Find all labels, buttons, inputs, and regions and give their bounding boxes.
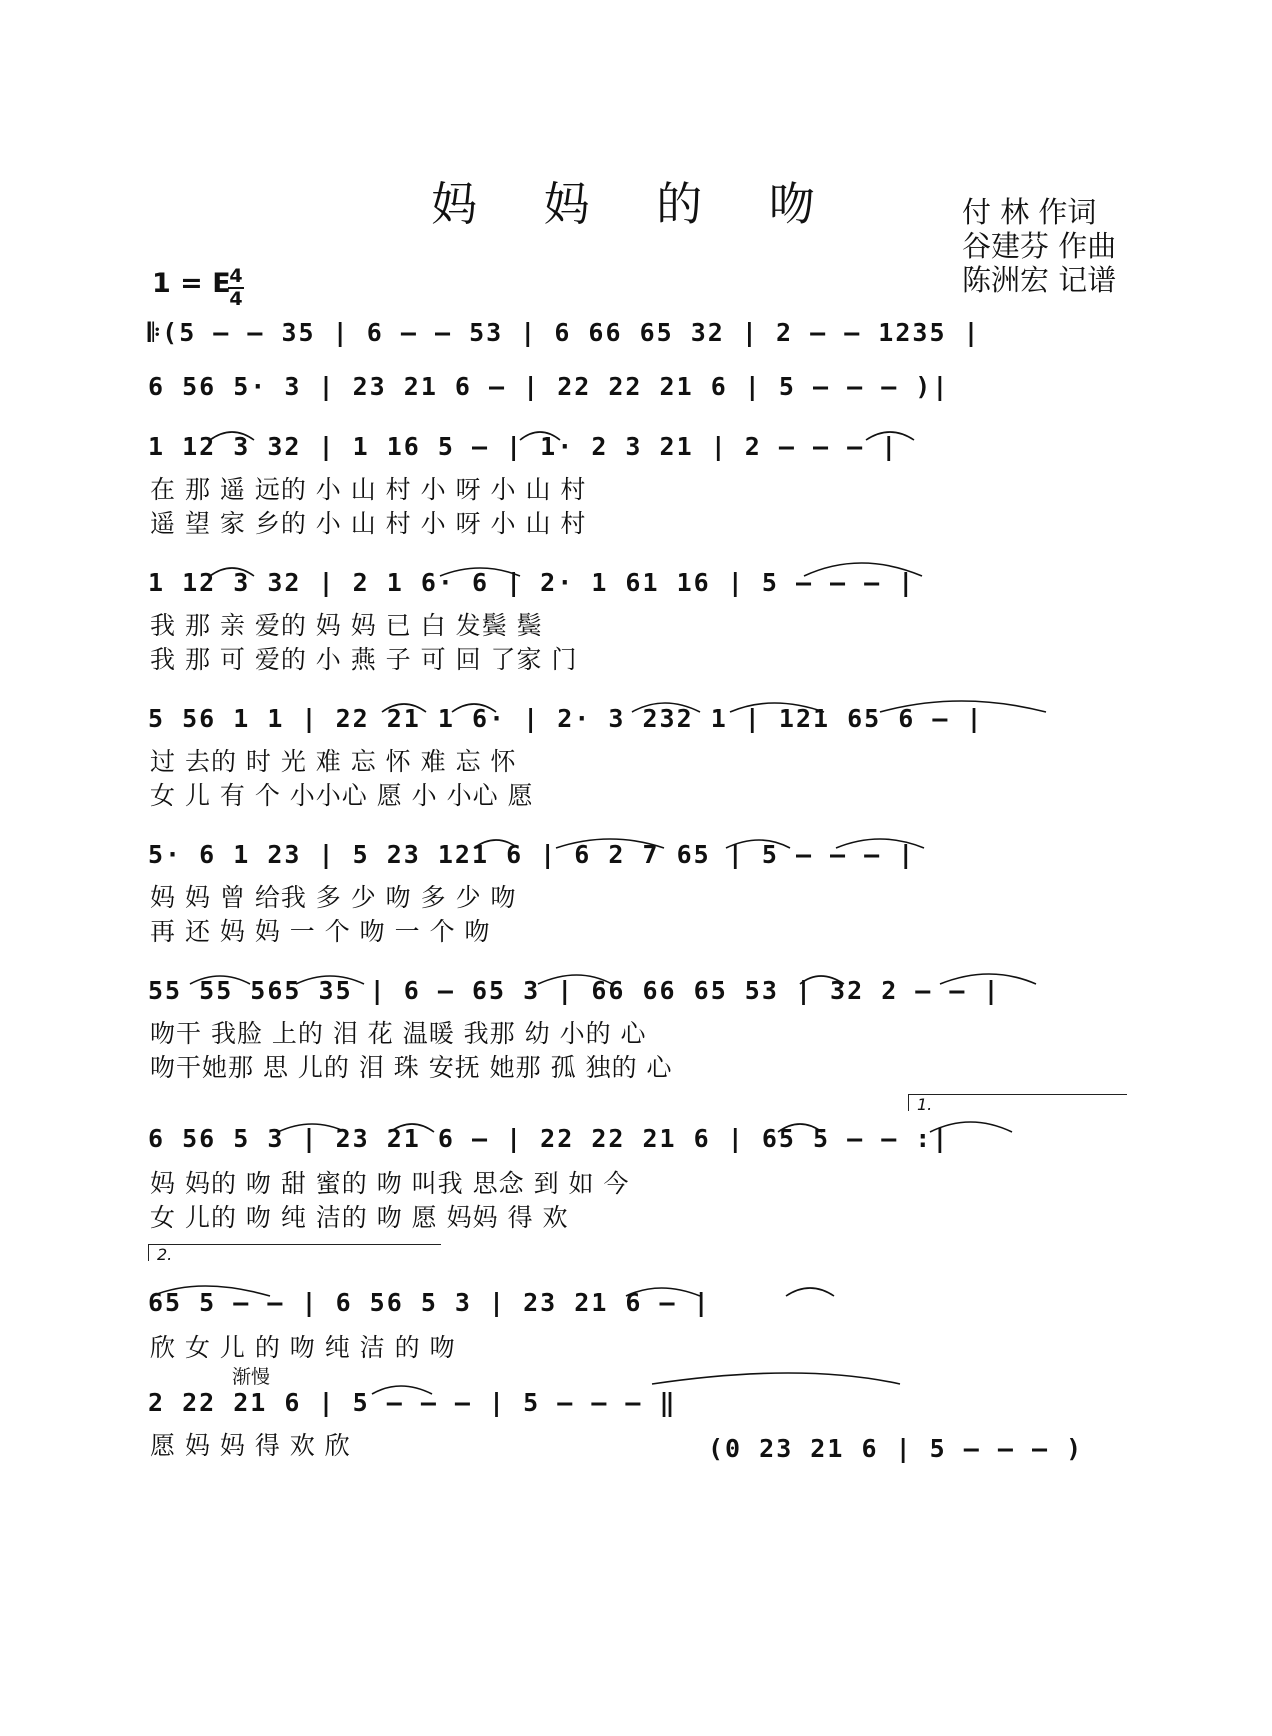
slur (778, 1124, 822, 1132)
lyricist-credit: 付 林 作词 (962, 195, 1097, 229)
lyric-row-3-verse-2: 遥 望 家 乡的 小 山 村 小 呀 小 山 村 (150, 509, 587, 538)
first-ending-bracket: 1. (908, 1094, 1127, 1111)
slur (382, 704, 426, 712)
slur (452, 704, 496, 712)
slur (152, 1286, 270, 1296)
lyric-row-8-verse-1: 妈 妈的 吻 甜 蜜的 吻 叫我 思念 到 如 今 (150, 1169, 630, 1198)
notation-row-1: 𝄆(5 – – 35 | 6 – – 53 | 6 66 65 32 | 2 – – 1235 | (148, 318, 981, 347)
lyric-row-6-verse-2: 再 还 妈 妈 一 个 吻 一 个 吻 (150, 917, 491, 946)
notation-row-6: 5· 6 1 23 | 5 23 121 6 | 6 2 7 65 | 5 – – – | (148, 840, 916, 869)
slur (930, 1122, 1012, 1132)
slur (538, 975, 612, 984)
slur (804, 563, 922, 576)
slur (474, 840, 518, 848)
notation-row-10: 2 22 21 6 | 5 – – – | 5 – – – ‖ (148, 1388, 677, 1417)
notation-row-3: 1 12 3 32 | 1 16 5 – | 1· 2 3 21 | 2 – – – | (148, 432, 899, 461)
slur (730, 703, 824, 712)
slur (786, 1288, 834, 1296)
lyric-row-6-verse-1: 妈 妈 曾 给我 多 少 吻 多 少 吻 (150, 883, 517, 912)
notation-row-9: 65 5 – – | 6 56 5 3 | 23 21 6 – | (148, 1288, 711, 1317)
tie (652, 1373, 900, 1384)
slur (800, 976, 844, 984)
slur (836, 839, 924, 848)
notation-row-2: 6 56 5· 3 | 23 21 6 – | 22 22 21 6 | 5 – – – )| (148, 372, 950, 401)
transcriber-credit: 陈洲宏 记谱 (962, 263, 1117, 297)
lyric-row-7-verse-2: 吻干她那 思 儿的 泪 珠 安抚 她那 孤 独的 心 (150, 1053, 673, 1082)
composer-credit: 谷建芬 作曲 (962, 229, 1117, 263)
notation-row-4: 1 12 3 32 | 2 1 6· 6 | 2· 1 61 16 | 5 – – – | (148, 568, 916, 597)
lyric-row-3-verse-1: 在 那 遥 远的 小 山 村 小 呀 小 山 村 (150, 475, 587, 504)
page-title: 妈 妈 的 吻 (431, 177, 841, 231)
time-bottom: 4 (229, 288, 243, 310)
slur (520, 432, 560, 440)
key-signature: 1 = E (152, 268, 231, 299)
slur (556, 839, 664, 848)
slur (296, 976, 364, 984)
slur (626, 1288, 700, 1296)
lyric-row-4-verse-1: 我 那 亲 爱的 妈 妈 已 白 发鬓 鬓 (150, 611, 543, 640)
notation-row-8: 6 56 5 3 | 23 21 6 – | 22 22 21 6 | 65 5 – – :| (148, 1124, 950, 1153)
slur (440, 568, 520, 576)
lyric-row-8-verse-2: 女 儿的 吻 纯 洁的 吻 愿 妈妈 得 欢 (150, 1203, 569, 1232)
tempo-mark: 渐慢 (232, 1366, 271, 1388)
slur (940, 974, 1036, 984)
slur (880, 701, 1046, 712)
coda-notation: (0 23 21 6 | 5 – – – ) (708, 1434, 1084, 1463)
notation-row-5: 5 56 1 1 | 22 21 1 6· | 2· 3 232 1 | 121 65 6 – | (148, 704, 984, 733)
slur (390, 1124, 434, 1132)
lyric-row-10: 愿 妈 妈 得 欢 欣 (150, 1431, 351, 1460)
time-top: 4 (229, 265, 243, 287)
slur (278, 1124, 346, 1132)
lyric-row-5-verse-1: 过 去的 时 光 难 忘 怀 难 忘 怀 (150, 747, 517, 776)
slur (210, 432, 254, 440)
lyric-row-9: 欣 女 儿 的 吻 纯 洁 的 吻 (150, 1333, 456, 1362)
slur (866, 432, 914, 440)
slur (726, 840, 790, 848)
slur (372, 1386, 432, 1394)
slur (190, 976, 250, 984)
lyric-row-7-verse-1: 吻干 我脸 上的 泪 花 温暖 我那 幼 小的 心 (150, 1019, 647, 1048)
slur (210, 568, 254, 576)
lyric-row-5-verse-2: 女 儿 有 个 小小心 愿 小 小心 愿 (150, 781, 534, 810)
lyric-row-4-verse-2: 我 那 可 爱的 小 燕 子 可 回 了家 门 (150, 645, 578, 674)
second-ending-bracket: 2. (148, 1244, 441, 1261)
notation-row-7: 55 55 565 35 | 6 – 65 3 | 66 66 65 53 | 32 2 – – | (148, 976, 1001, 1005)
slur (632, 703, 700, 712)
